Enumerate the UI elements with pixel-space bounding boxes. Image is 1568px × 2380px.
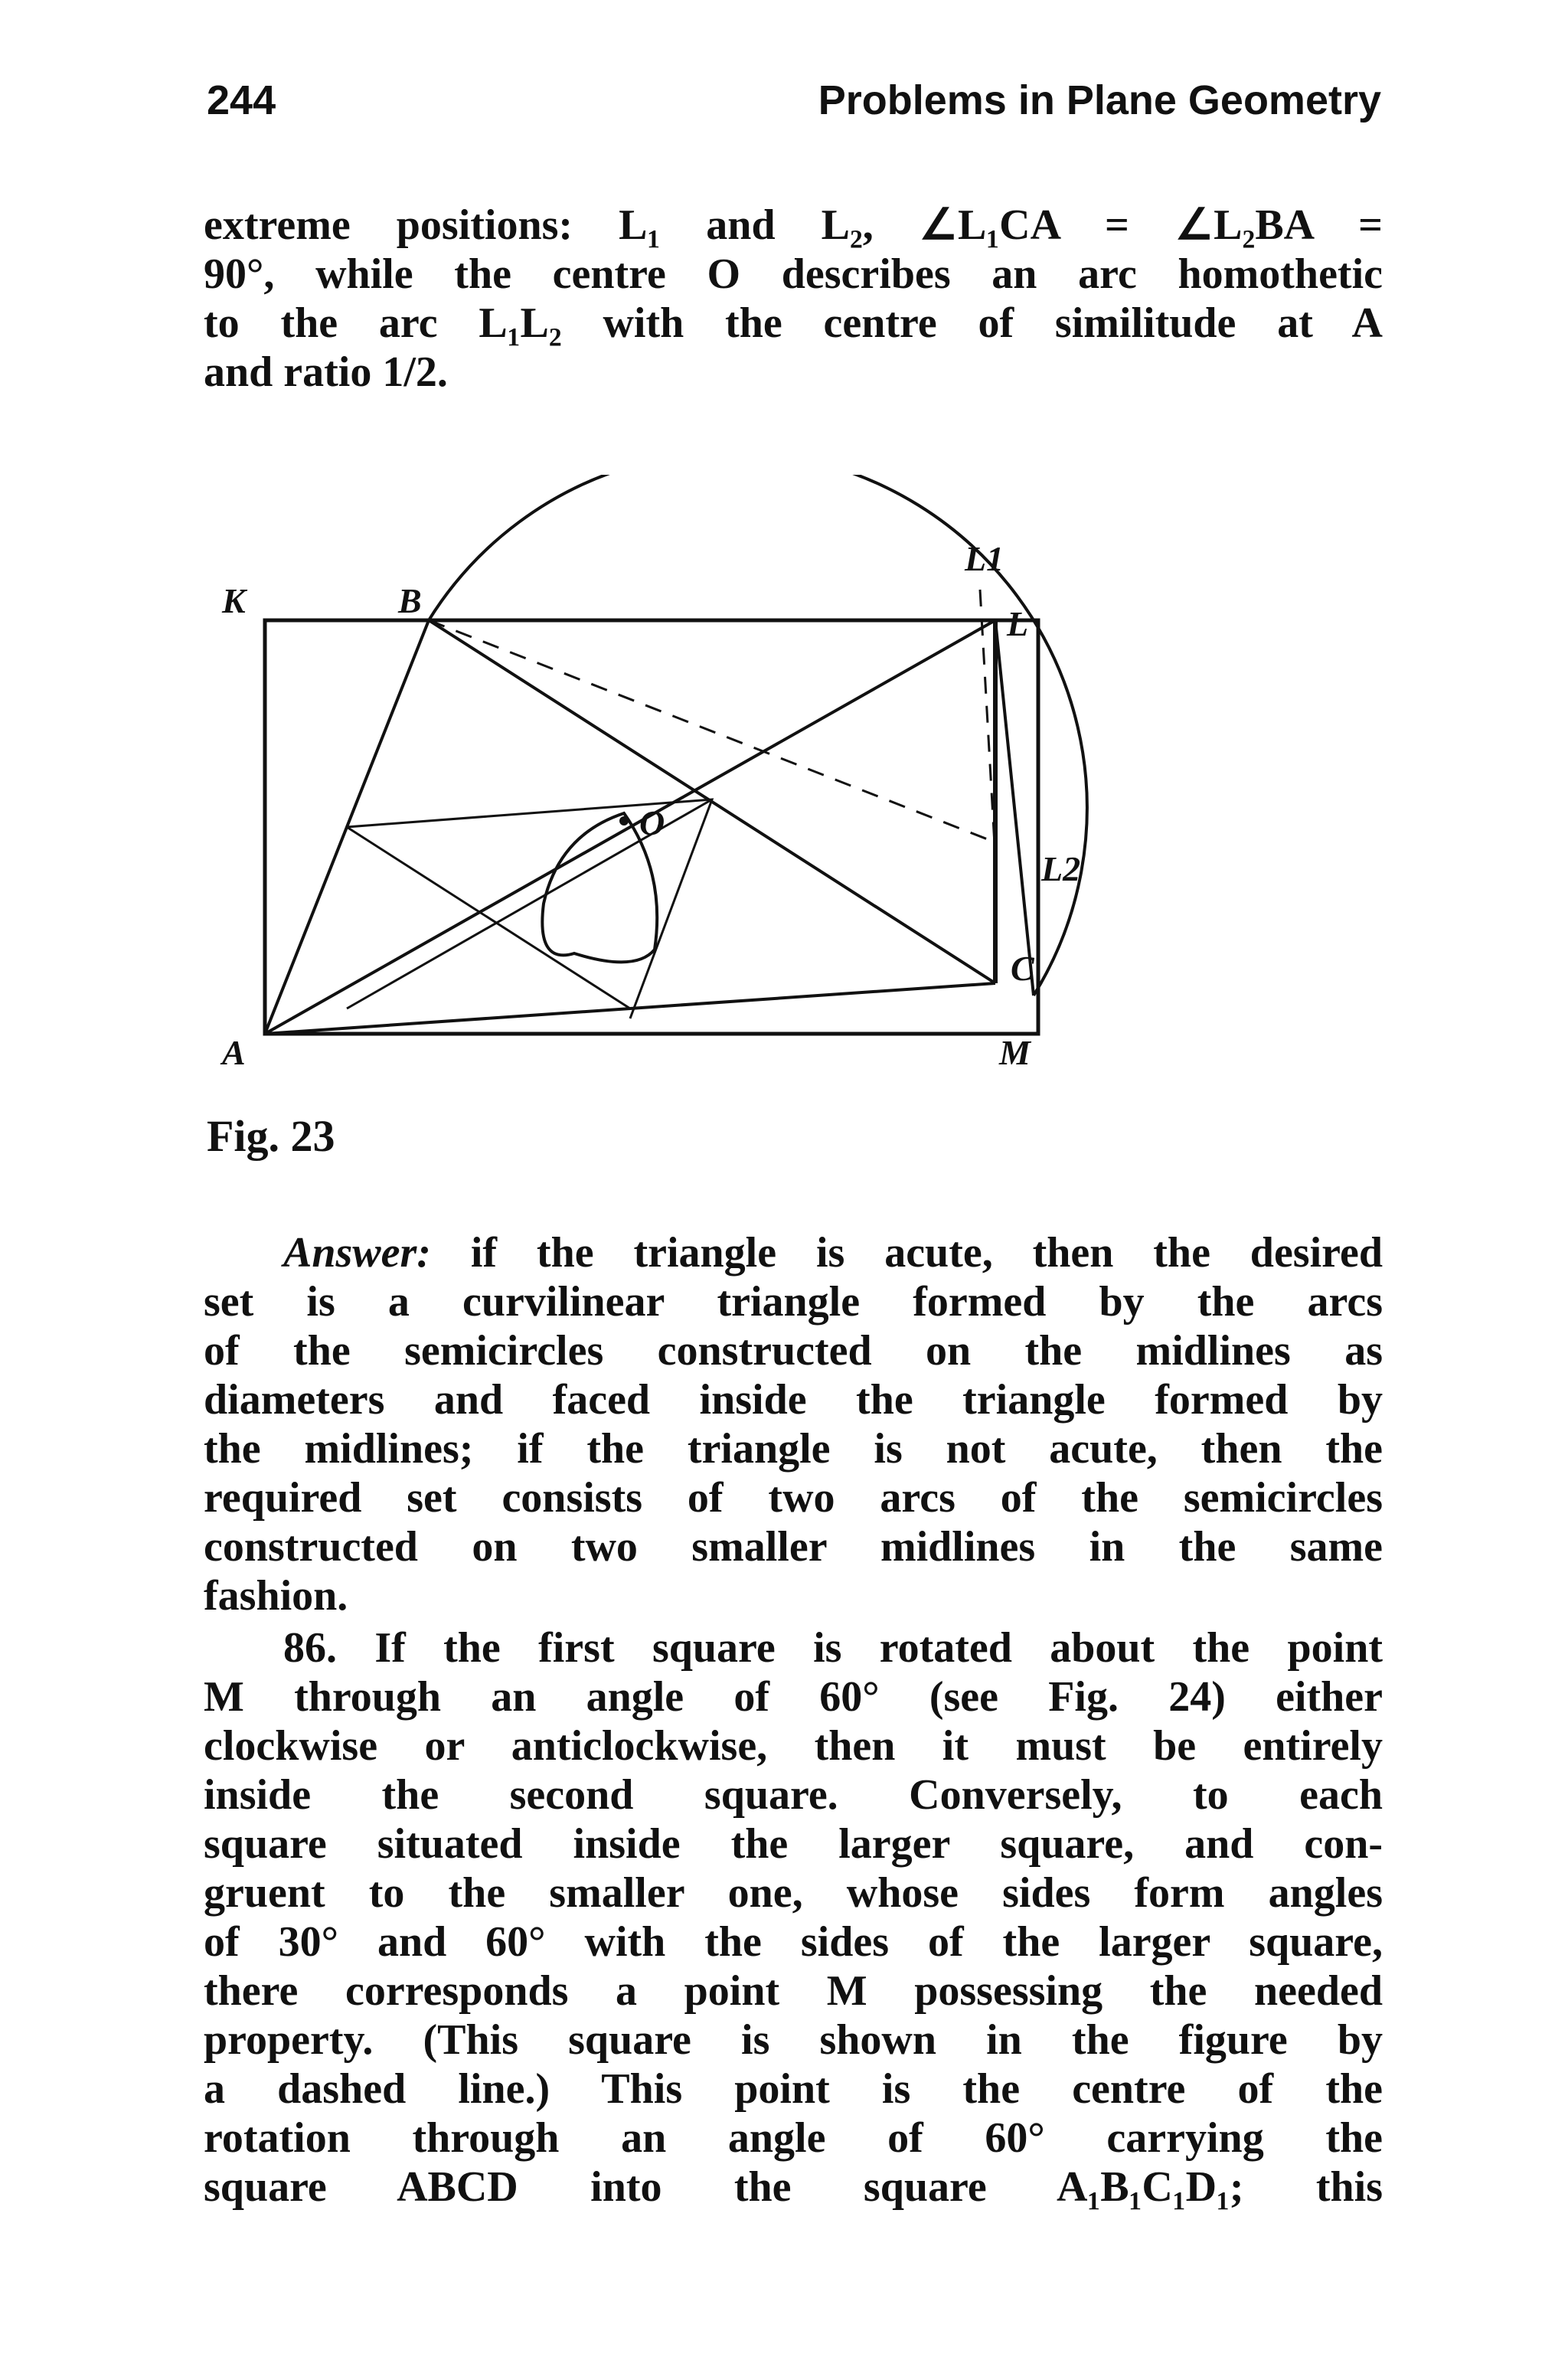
page-number: 244 xyxy=(207,77,276,123)
problem-line: 86. If the first square is rotated about the point xyxy=(283,1624,1383,1672)
label-l2: L2 xyxy=(1041,849,1081,888)
running-head: Problems in Plane Geometry xyxy=(818,77,1381,123)
intro-line: 90°, while the centre O describes an arc homothetic xyxy=(204,250,1383,298)
label-c: C xyxy=(1011,949,1034,988)
answer-lead: Answer: xyxy=(283,1229,431,1277)
point-o xyxy=(619,816,629,825)
problem-line: rotation through an angle of 60° carrying the xyxy=(204,2114,1383,2162)
problem-line: property. (This square is shown in the figure by xyxy=(204,2016,1383,2064)
intro-paragraph xyxy=(204,201,1383,397)
answer-line: the midlines; if the triangle is not acute, then the xyxy=(204,1425,1383,1473)
intro-line: and ratio 1/2. xyxy=(204,348,448,396)
problem-line: inside the second square. Conversely, to each xyxy=(204,1771,1383,1819)
label-l1: L1 xyxy=(965,539,1004,578)
problem-line: M through an angle of 60° (see Fig. 24) either xyxy=(204,1673,1383,1721)
problem-line: a dashed line.) This point is the centre of the xyxy=(204,2065,1383,2113)
label-m: M xyxy=(999,1033,1031,1072)
label-o: O xyxy=(639,803,665,842)
figure-caption: Fig. 23 xyxy=(207,1111,335,1161)
problem-line: of 30° and 60° with the sides of the larger square, xyxy=(204,1918,1383,1966)
answer-paragraph xyxy=(204,1228,1383,1620)
answer-line: fashion. xyxy=(204,1572,348,1620)
midline-cross xyxy=(347,827,630,1009)
label-l: L xyxy=(1007,604,1029,643)
problem-line: gruent to the smaller one, whose sides form angles xyxy=(204,1869,1383,1917)
geometry-figure xyxy=(207,475,1110,1087)
label-k: K xyxy=(222,581,246,620)
label-a: A xyxy=(222,1033,246,1072)
answer-line: constructed on two smaller midlines in the same xyxy=(204,1523,1383,1571)
problem-line: square situated inside the larger square, and con- xyxy=(204,1820,1383,1868)
page-header xyxy=(202,77,1381,138)
line-l-l2 xyxy=(995,620,1034,995)
answer-line: set is a curvilinear triangle formed by the arcs xyxy=(204,1278,1383,1326)
answer-line: required set consists of two arcs of the semicircles xyxy=(204,1474,1383,1522)
answer-line: diameters and faced inside the triangle formed by xyxy=(204,1376,1383,1424)
problem-line: square ABCD into the square A₁B₁C₁D₁; this xyxy=(204,2163,1383,2211)
problem-line: clockwise or anticlockwise, then it must be entirely xyxy=(204,1722,1383,1770)
line-a-l xyxy=(265,620,995,1034)
answer-line: of the semicircles constructed on the midlines as xyxy=(204,1327,1383,1375)
dashed-line-b-l2 xyxy=(429,620,995,842)
intro-line: to the arc L₁L₂ with the centre of similitude at A xyxy=(204,299,1383,347)
answer-line xyxy=(204,1228,1383,1277)
intro-line: extreme positions: L₁ and L₂, ∠L₁CA = ∠L₂BA = xyxy=(204,201,1383,249)
problem-86-paragraph xyxy=(204,1623,1383,2212)
problem-line: there corresponds a point M possessing the needed xyxy=(204,1967,1383,2015)
label-b: B xyxy=(398,581,422,620)
answer-text: if the triangle is acute, then the desired xyxy=(430,1229,1383,1277)
